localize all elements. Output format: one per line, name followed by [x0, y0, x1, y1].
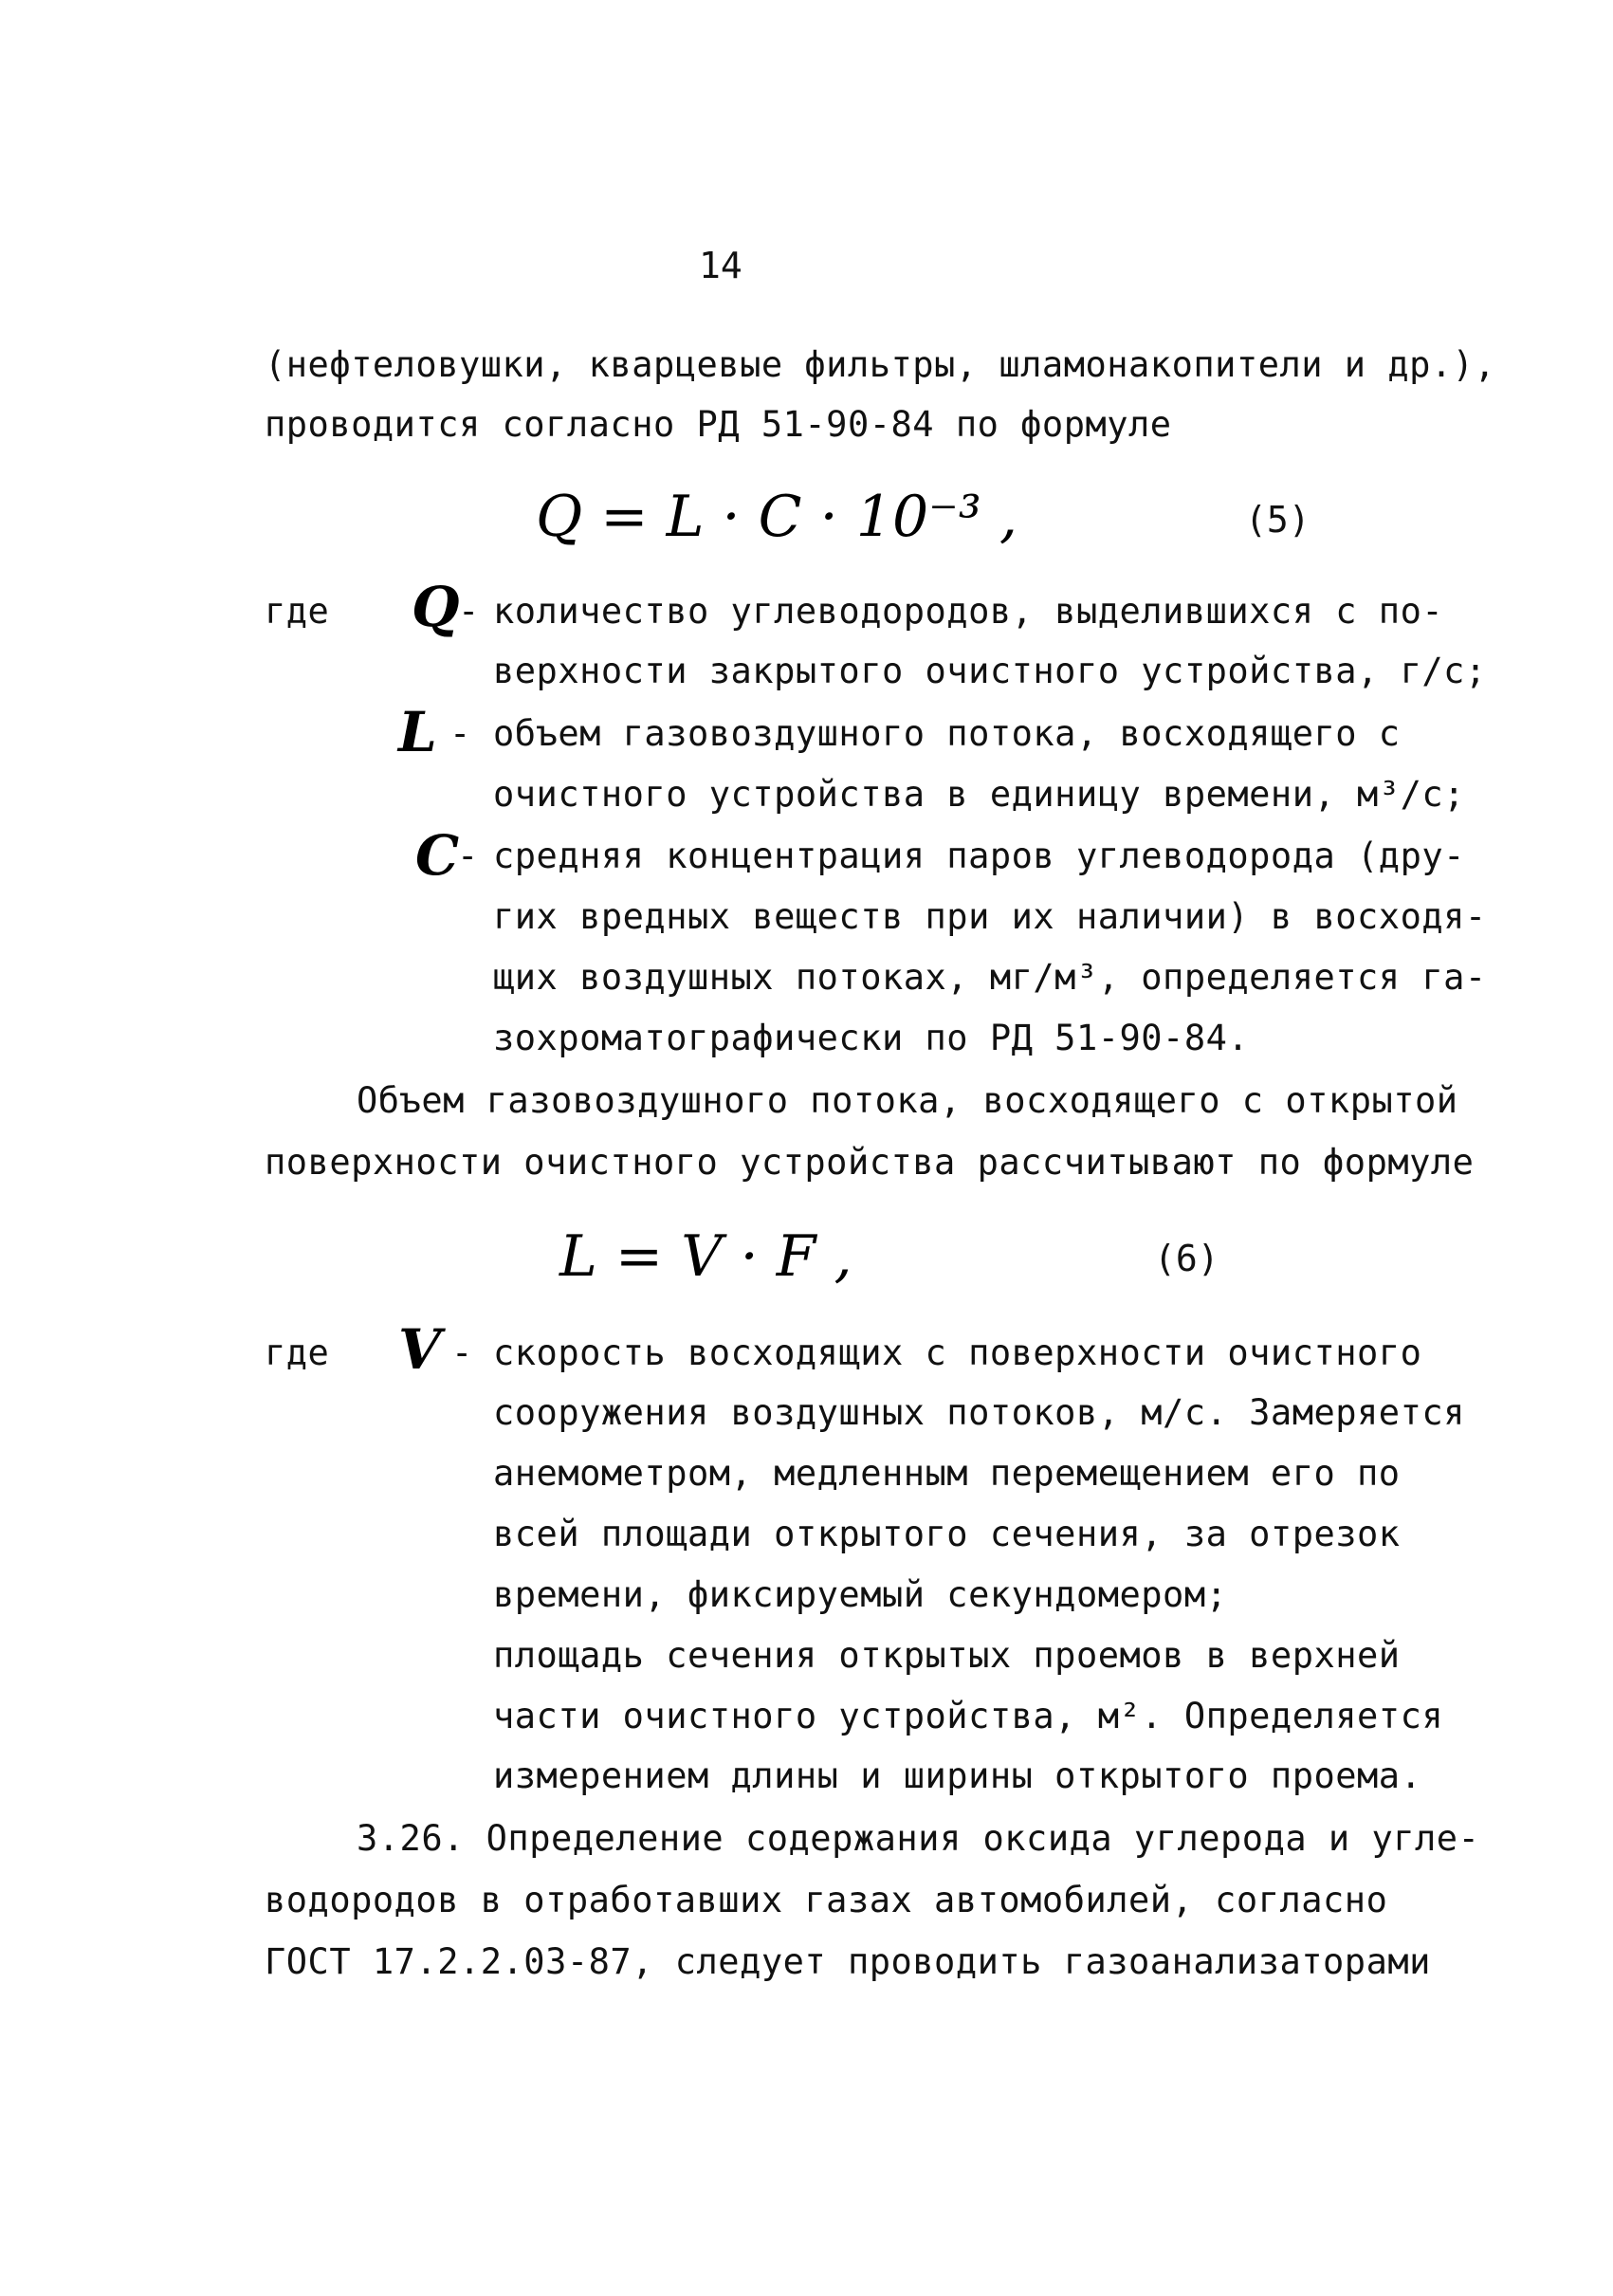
definition-line: очистного устройства в единицу времени, м³/с; [493, 774, 1465, 815]
definition-line: части очистного устройства, м². Определяется [493, 1696, 1444, 1736]
where-label: где [265, 591, 330, 632]
definition-line: количество углеводородов, выделившихся с по- [493, 591, 1444, 632]
formula-6: L = V · F , [559, 1223, 852, 1290]
definition-dash: - [457, 836, 479, 876]
definition-line: всей площади открытого сечения, за отрезок [493, 1514, 1401, 1554]
paragraph-line: Объем газовоздушного потока, восходящего с открытой [357, 1080, 1458, 1121]
page-number: 14 [699, 245, 742, 286]
definition-line: гих вредных веществ при их наличии) в восходя- [493, 896, 1487, 937]
formula-6-number: (6) [1154, 1238, 1219, 1279]
symbol-c: C [415, 823, 460, 888]
paragraph-line: поверхности очистного устройства рассчитывают по формуле [265, 1142, 1475, 1183]
paragraph-line: 3.26. Определение содержания оксида углерода и угле- [357, 1818, 1480, 1859]
definition-line: верхности закрытого очистного устройства, г/с; [493, 651, 1487, 691]
definition-line: измерением длины и ширины открытого проема. [493, 1755, 1422, 1796]
definition-dash: - [458, 591, 480, 632]
symbol-l: L [398, 700, 437, 764]
definition-line: зохроматографически по РД 51-90-84. [493, 1018, 1250, 1058]
paragraph-line: (нефтеловушки, кварцевые фильтры, шламонакопители и др.), [265, 344, 1496, 385]
definition-dash: - [449, 713, 471, 754]
definition-line: щих воздушных потоках, мг/м³, определяется га- [493, 957, 1487, 998]
formula-5: Q = L · C · 10⁻³ , [536, 484, 1018, 550]
definition-line: средняя концентрация паров углеводорода (дру- [493, 836, 1465, 876]
definition-line: времени, фиксируемый секундомером; [493, 1574, 1228, 1615]
where-label: где [265, 1332, 330, 1373]
definition-dash: - [451, 1332, 473, 1373]
formula-5-number: (5) [1245, 499, 1311, 541]
paragraph-line: ГОСТ 17.2.2.03-87, следует проводить газоанализаторами [265, 1941, 1431, 1982]
symbol-v: V [398, 1317, 442, 1382]
definition-line: объем газовоздушного потока, восходящего с [493, 713, 1401, 754]
symbol-q: Q [412, 575, 460, 639]
paragraph-line: водородов в отработавших газах автомобилей, согласно [265, 1880, 1388, 1920]
definition-line: площадь сечения открытых проемов в верхней [493, 1635, 1401, 1676]
definition-line: сооружения воздушных потоков, м/с. Замеряется [493, 1392, 1465, 1433]
definition-line: анемометром, медленным перемещением его по [493, 1453, 1401, 1494]
definition-line: скорость восходящих с поверхности очистного [493, 1332, 1422, 1373]
paragraph-line: проводится согласно РД 51-90-84 по формуле [265, 404, 1172, 445]
